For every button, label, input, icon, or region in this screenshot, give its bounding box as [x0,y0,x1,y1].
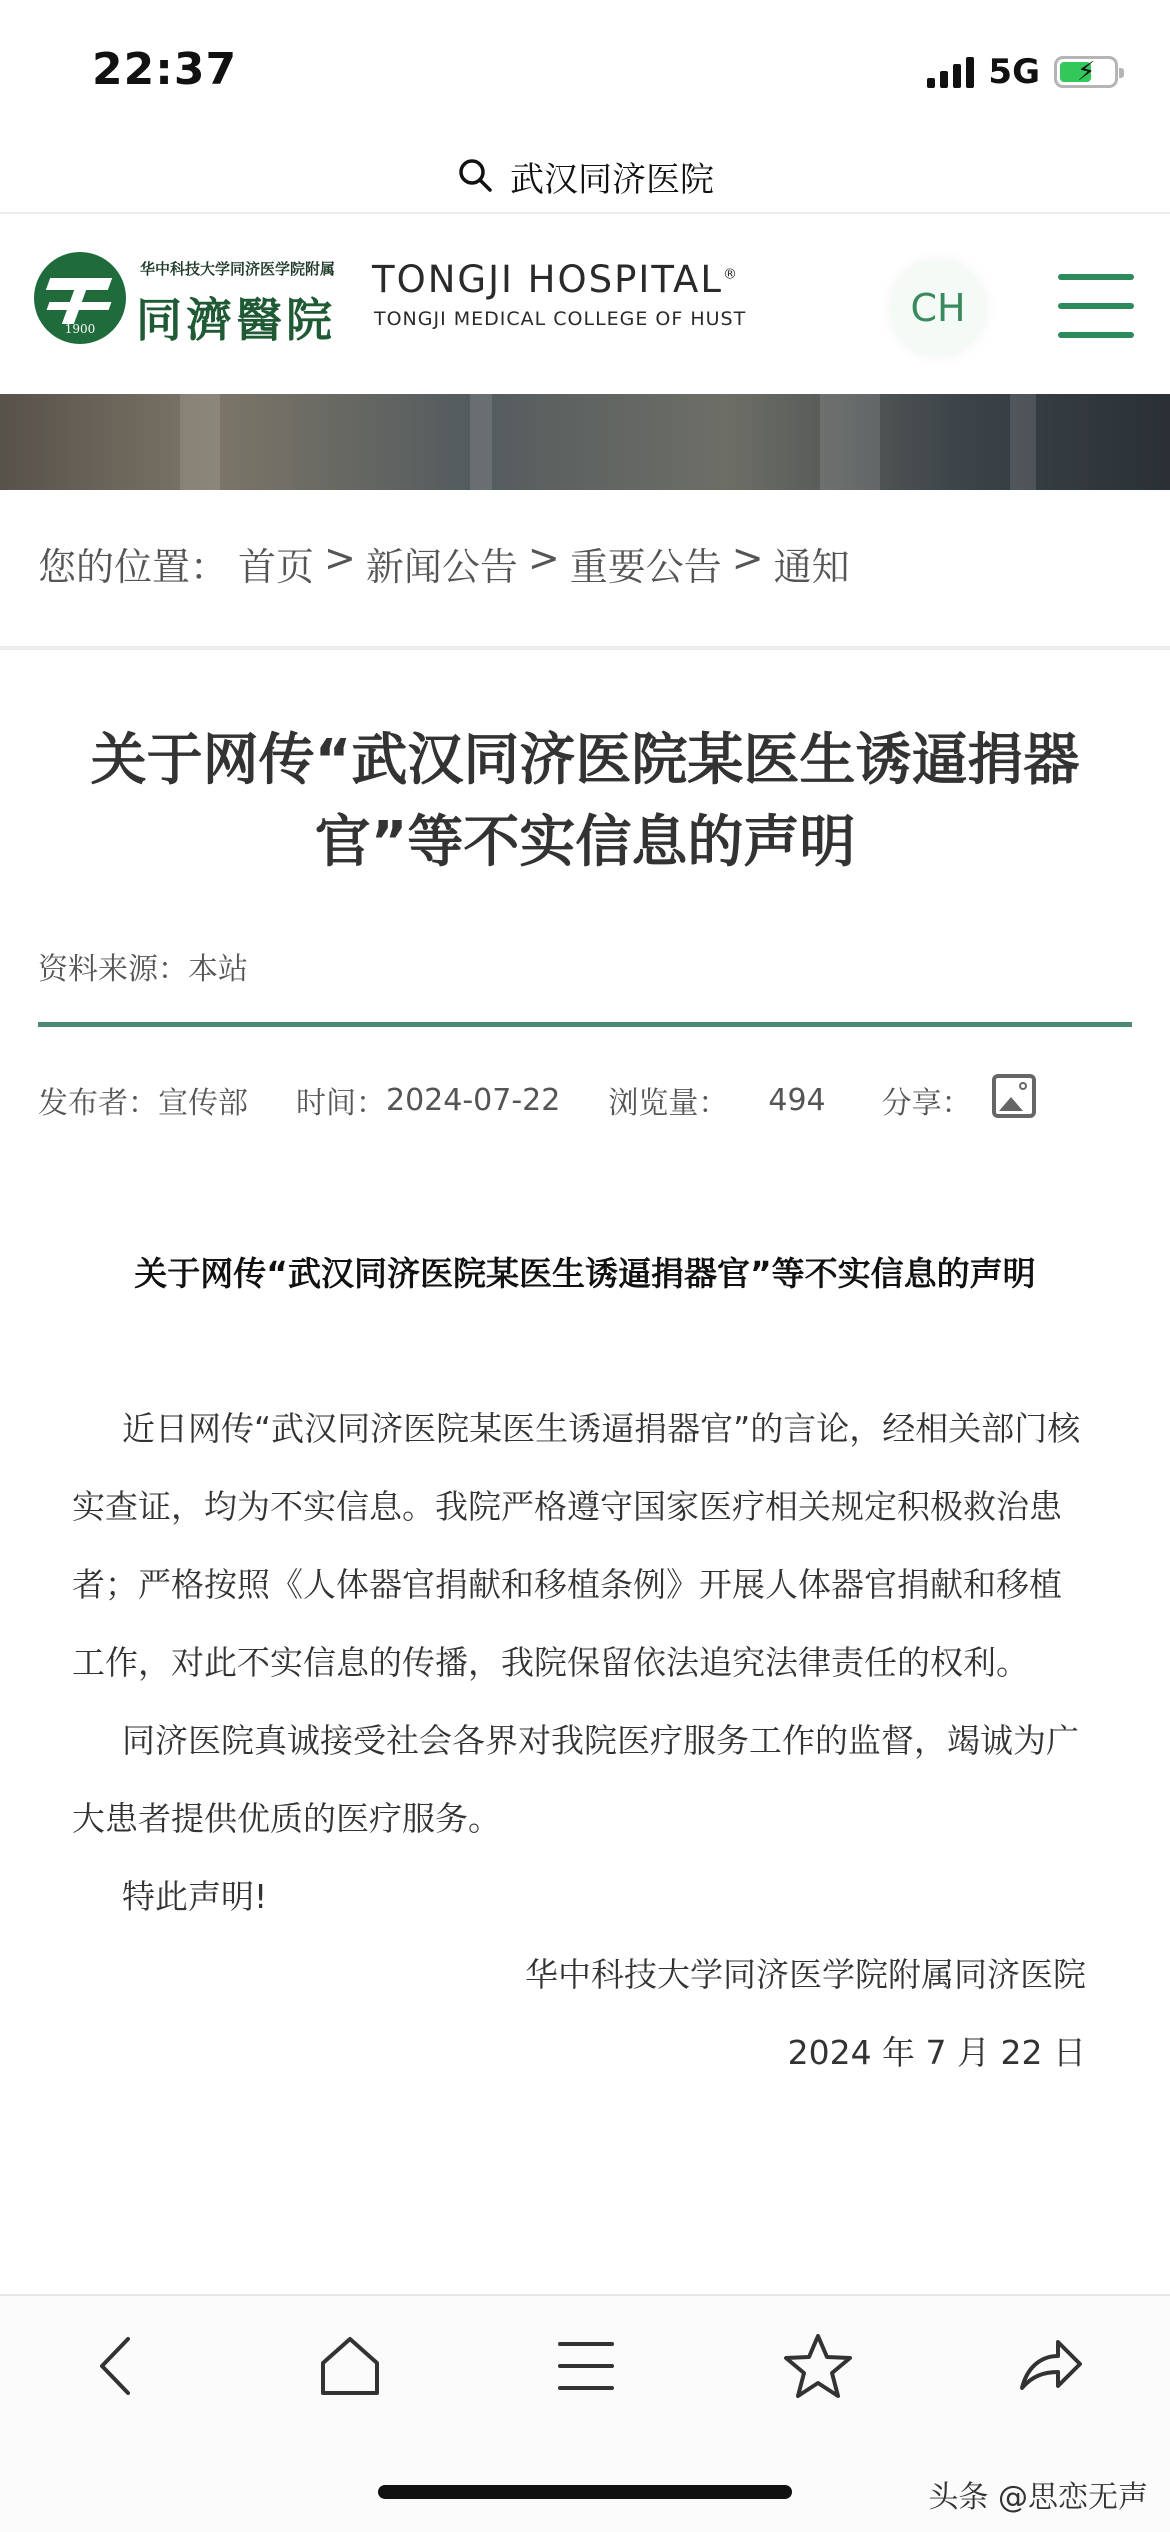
breadcrumb [38,536,850,591]
site-header [0,214,1170,394]
star-icon [782,2330,854,2402]
statement-title: 关于网传“武汉同济医院某医生诱逼捐器官”等不实信息的声明 [134,1254,1036,1293]
registered-mark: ® [722,266,739,283]
article-title: 关于网传“武汉同济医院某医生诱逼捐器官”等不实信息的声明 [90,728,1080,875]
share-button[interactable] [1010,2326,1090,2406]
address-bar-text: 武汉同济医院 [510,159,714,200]
share-icon [1014,2330,1086,2402]
title-divider [38,1022,1132,1027]
statement-closing: 特此声明! [122,1877,268,1916]
home-icon [315,2331,385,2401]
breadcrumb-separator: > [324,536,356,580]
menu-button[interactable] [546,2326,626,2406]
breadcrumb-item-home[interactable]: 首页 [238,545,315,589]
address-bar[interactable] [0,140,1170,214]
home-indicator[interactable] [378,2485,792,2499]
breadcrumb-item-important[interactable]: 重要公告 [569,545,722,589]
breadcrumb-item-notice[interactable]: 通知 [773,545,850,589]
bookmark-button[interactable] [778,2326,858,2406]
hospital-logo-icon[interactable] [34,252,126,344]
watermark: 头条 @思恋无声 [928,2480,1148,2515]
status-time: 22:37 [92,44,238,95]
signal-strength-icon [927,56,974,88]
breadcrumb-divider [0,646,1170,650]
hamburger-menu-icon[interactable] [1058,274,1134,338]
views-label: 浏览量： [608,1086,729,1121]
publisher: 发布者：宣传部 [38,1086,248,1121]
publish-date: 2024-07-22 [386,1082,561,1118]
share-label: 分享： [881,1086,972,1121]
signature-date: 2024 年 7 月 22 日 [787,2033,1086,2072]
article-source: 资料来源：本站 [38,952,248,987]
logo-english-subtitle: TONGJI MEDICAL COLLEGE OF HUST [374,308,747,330]
back-button[interactable] [78,2326,158,2406]
header-banner-image [0,394,1170,490]
article-meta [38,1078,1036,1122]
breadcrumb-prefix: 您的位置： [38,545,229,589]
image-share-icon[interactable] [992,1074,1036,1118]
home-button[interactable] [310,2326,390,2406]
logo-english-name [372,258,739,301]
view-count: 494 [768,1082,826,1118]
menu-icon [554,2334,618,2398]
battery-icon [1054,56,1118,88]
time-label: 时间： [296,1086,386,1121]
breadcrumb-separator: > [527,536,560,580]
charging-bolt-icon: ⚡ [1077,57,1096,87]
statement-paragraph: 近日网传“武汉同济医院某医生诱逼捐器官”的言论，经相关部门核实查证，均为不实信息。我院严格遵守国家医疗相关规定积极救治患者；严格按照《人体器官捐献和移植条例》开展人体器官捐献和移植工作，对此不实信息的传播，我院保留依法追究法律责任的权利。 [72,1409,1081,1682]
logo-year: 1900 [64,322,96,336]
status-bar [0,0,1170,140]
network-type: 5G [988,52,1040,92]
back-icon [88,2331,148,2401]
breadcrumb-separator: > [731,536,764,580]
search-icon [456,156,496,196]
signature-organization: 华中科技大学同济医学院附属同济医院 [525,1955,1086,1994]
breadcrumb-item-news[interactable]: 新闻公告 [365,545,518,589]
logo-chinese-name: 同濟醫院 [136,293,336,347]
statement-paragraph: 同济医院真诚接受社会各界对我院医疗服务工作的监督，竭诚为广大患者提供优质的医疗服务。 [72,1721,1079,1838]
logo-english-text: TONGJI HOSPITAL [372,258,723,301]
status-indicators [927,50,1118,94]
logo-affiliation: 华中科技大学同济医学院附属 [140,260,336,278]
language-switch-button[interactable]: CH [890,260,986,356]
